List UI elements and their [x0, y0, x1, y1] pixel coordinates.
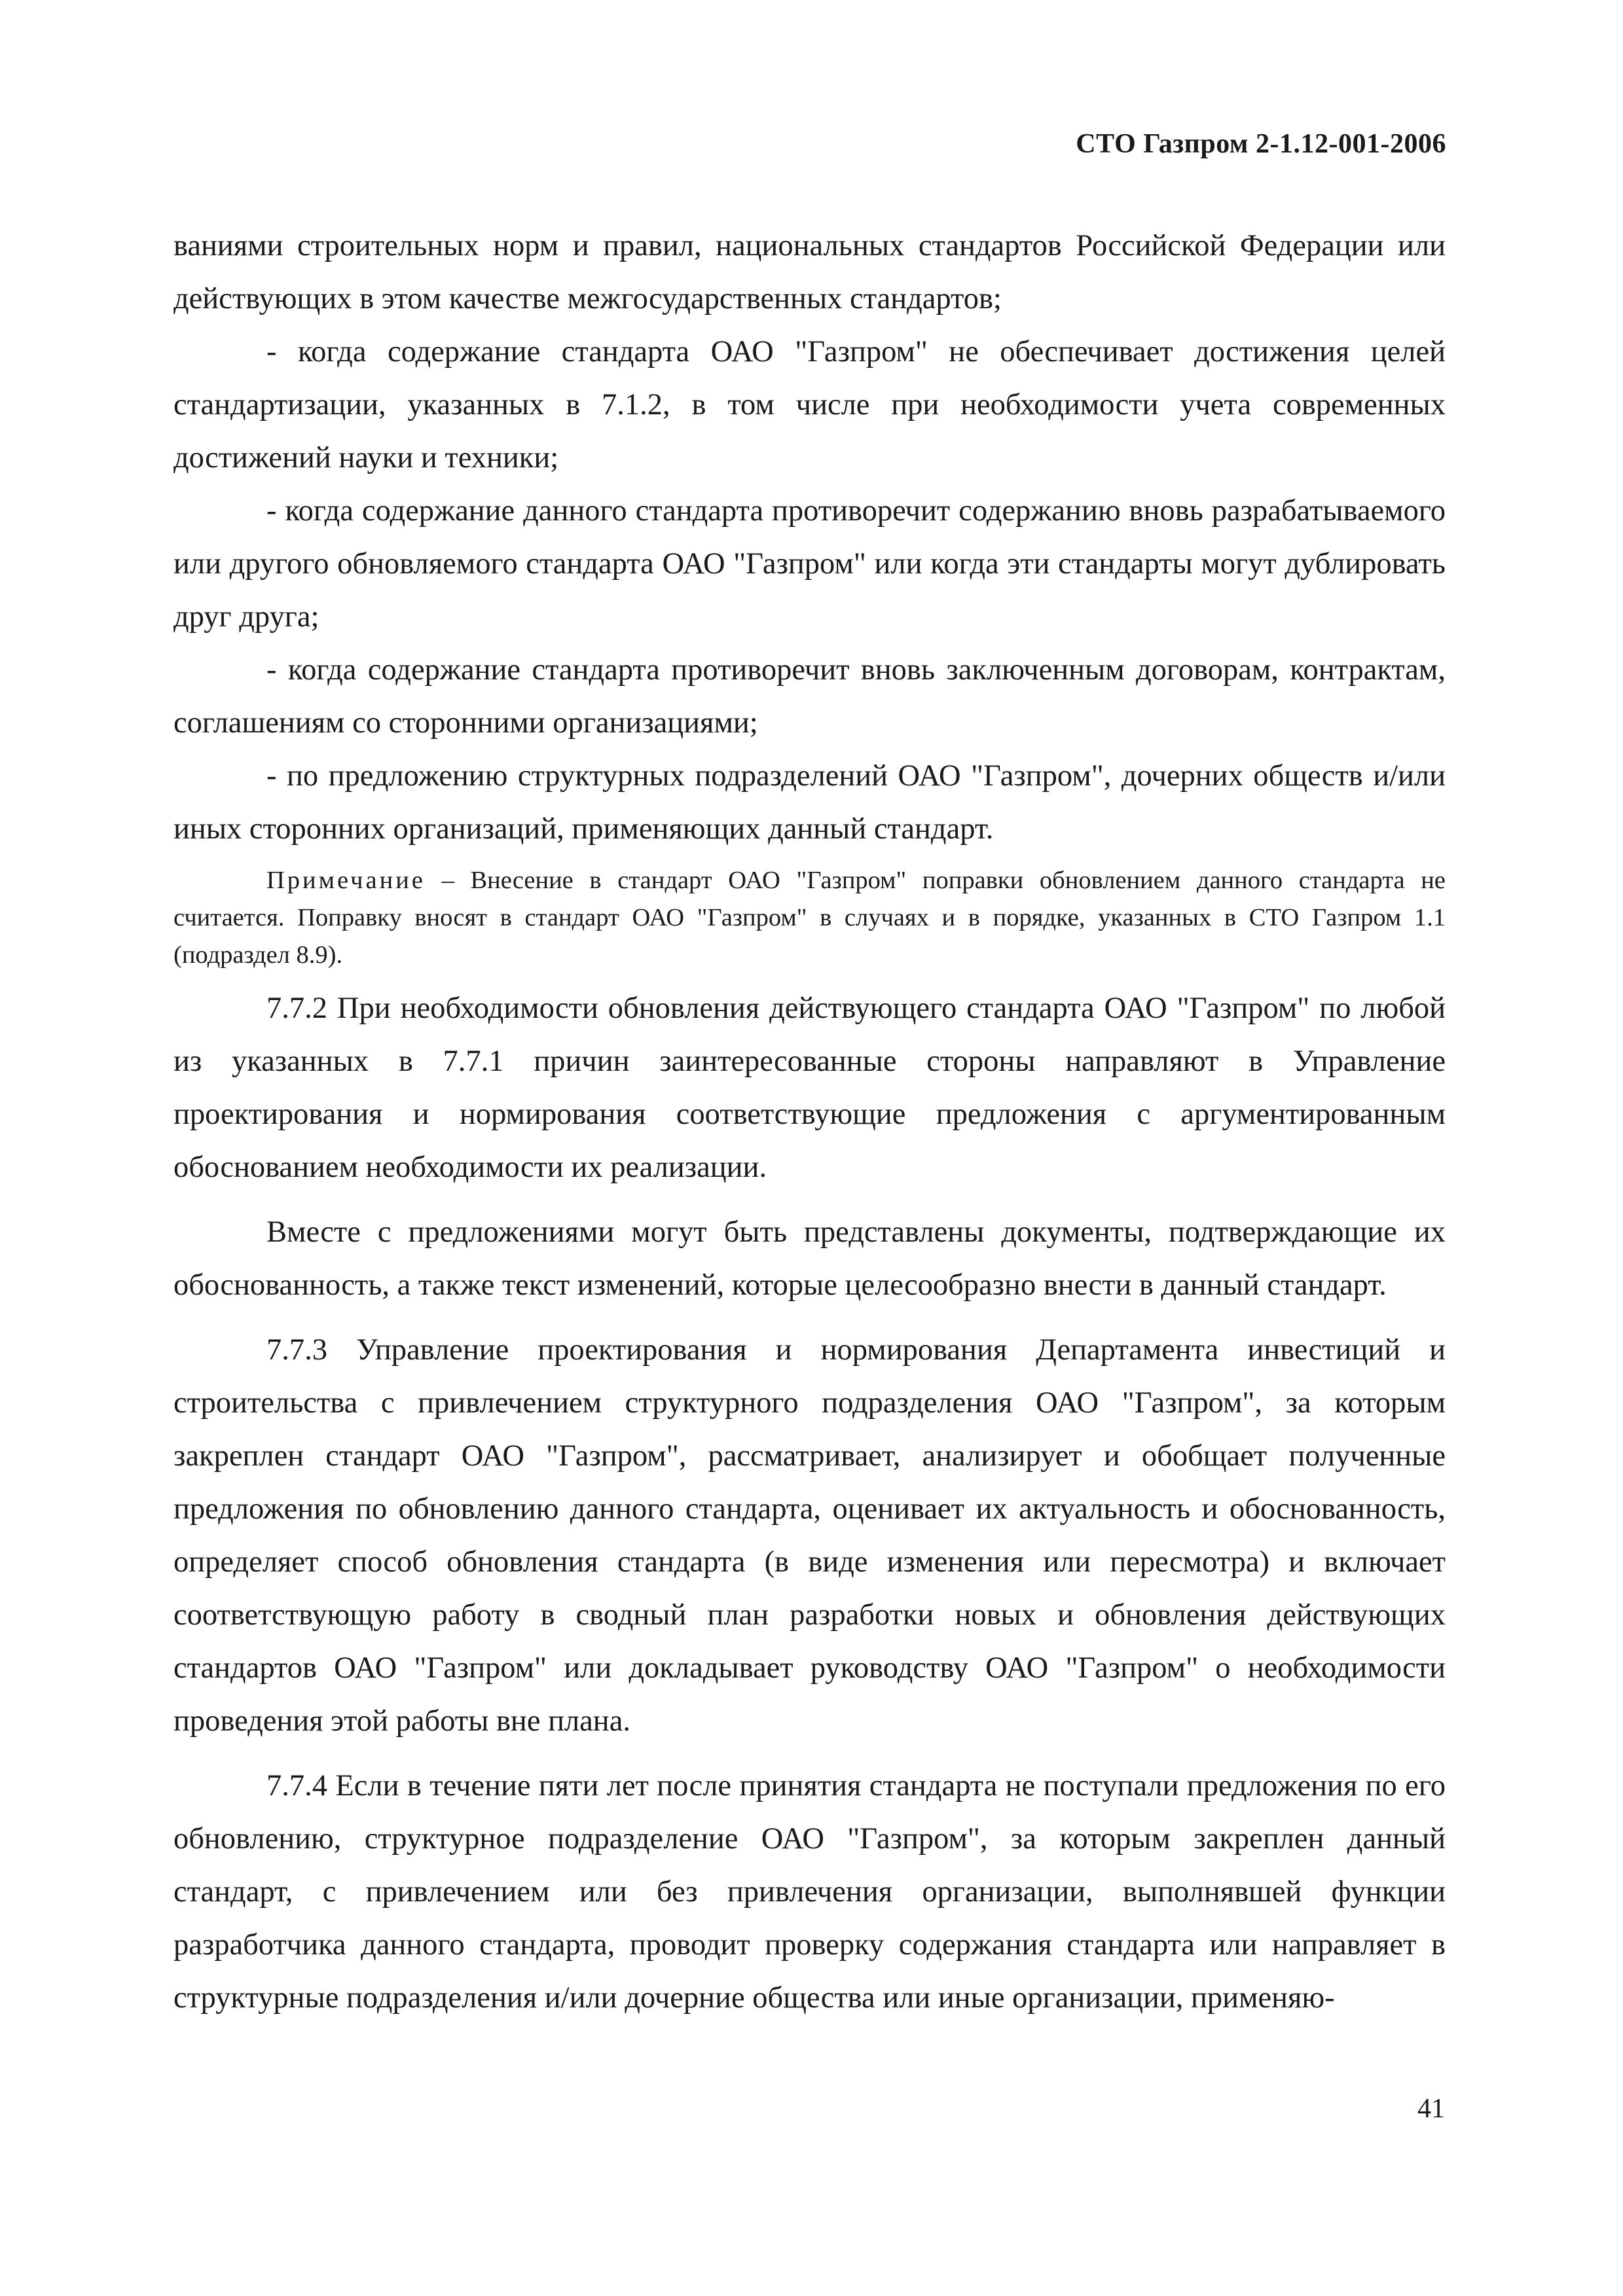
section-7-7-2: 7.7.2 При необходимости обновления действующего стандарта ОАО "Газпром" по любой из указанных в 7.7.1 причин заинтересованные стороны направляют в Управление проектирования и нормирования соответствующие предложения с аргументированным обоснованием необходимости их реализации. [173, 992, 1446, 1184]
paragraph-continuation: ваниями строительных норм и правил, национальных стандартов Российской Федерации или действующих в этом качестве межгосударственных стандартов; [173, 229, 1446, 315]
list-item: - когда содержание стандарта противоречит вновь заключенным договорам, контрактам, соглашениям со сторонними организациями; [173, 653, 1446, 740]
note-text: – Внесение в стандарт ОАО "Газпром" поправки обновлением данного стандарта не считается. Поправку вносят в стандарт ОАО "Газпром" в случаях и в порядке, указанных в СТО Газпром 1.1 (подраздел 8.9). [173, 867, 1446, 969]
section-7-7-2-continuation: Вместе с предложениями могут быть представлены документы, подтверждающие их обоснованность, а также текст изменений, которые целесообразно внести в данный стандарт. [173, 1215, 1446, 1302]
list-item: - когда содержание данного стандарта противоречит содержанию вновь разрабатываемого или другого обновляемого стандарта ОАО "Газпром" или когда эти стандарты могут дублировать друг друга; [173, 494, 1446, 634]
section-7-7-3: 7.7.3 Управление проектирования и нормирования Департамента инвестиций и строительства с привлечением структурного подразделения ОАО "Газпром", за которым закреплен стандарт ОАО "Газпром", рассматривает, анализирует и обобщает полученные предложения по обновлению данного стандарта, оценивает их актуальность и обоснованность, определяет способ обновления стандарта (в виде изменения или пересмотра) и включает соответствующую работу в сводный план разработки новых и обновления действующих стандартов ОАО "Газпром" или докладывает руководству ОАО "Газпром" о необходимости проведения этой работы вне плана. [173, 1333, 1446, 1738]
note-label: Примечание [266, 867, 426, 894]
list-item: - по предложению структурных подразделений ОАО "Газпром", дочерних обществ и/или иных сторонних организаций, применяющих данный стандарт. [173, 759, 1446, 846]
list-item: - когда содержание стандарта ОАО "Газпром" не обеспечивает достижения целей стандартизации, указанных в 7.1.2, в том числе при необходимости учета современных достижений науки и техники; [173, 335, 1446, 475]
page-number: 41 [1417, 2094, 1445, 2124]
document-code-header: СТО Газпром 2-1.12-001-2006 [1076, 129, 1446, 159]
section-7-7-4: 7.7.4 Если в течение пяти лет после принятия стандарта не поступали предложения по его обновлению, структурное подразделение ОАО "Газпром", за которым закреплен данный стандарт, с привлечением или без привлечения организации, выполнявшей функции разработчика данного стандарта, проводит проверку содержания стандарта или направляет в структурные подразделения и/или дочерние общества или иные организации, применяю- [173, 1769, 1446, 2015]
note-paragraph [173, 862, 1446, 974]
document-body [173, 219, 1446, 2024]
